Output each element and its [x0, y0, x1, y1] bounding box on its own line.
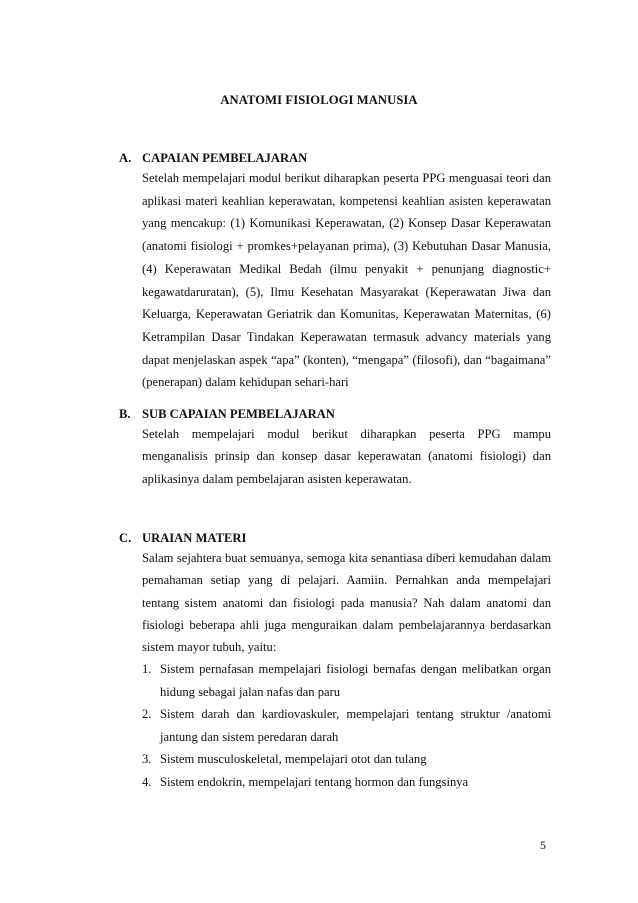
section-letter: B.	[119, 407, 131, 421]
list-number: 3.	[142, 752, 152, 767]
section-paragraph: Setelah mempelajari modul berikut diharapkan peserta PPG menguasai teori dan aplikasi materi keahlian keperawatan, kompetensi keahlian asisten keperawatan yang mencakup: (1) Komunikasi Keperawatan, (2) Konsep Dasar Keperawatan (anatomi fisiologi + promkes+pelayanan prima), (3) Kebutuhan Dasar Manusia, (4) Keperawatan Medikal Bedah (ilmu penyakit + penunjang diagnostic+ kegawatdaruratan), (5), Ilmu Kesehatan Masyarakat (Keperawatan Jiwa dan Keluarga, Keperawatan Geriatrik dan Komunitas, Keperawatan Maternitas, (6) Ketrampilan Dasar Tindakan Keperawatan termasuk advancy materials yang dapat menjelaskan aspek “apa” (konten), “mengapa” (filosofi), dan “bagaimana” (penerapan) dalam kehidupan sehari-hari	[142, 171, 551, 390]
list-text: Sistem musculoskeletal, mempelajari otot dan tulang	[160, 752, 427, 767]
section-title: CAPAIAN PEMBELAJARAN	[142, 151, 308, 165]
document-title: ANATOMI FISIOLOGI MANUSIA	[220, 93, 418, 107]
section-uraian-materi	[119, 529, 551, 793]
section-letter: A.	[119, 151, 132, 165]
section-heading	[119, 529, 551, 547]
section-paragraph: Setelah mempelajari modul berikut diharapkan peserta PPG mampu menganalisis prinsip dan konsep dasar keperawatan (anatomi fisiologi) dan aplikasinya dalam pembelajaran asisten keperawatan.	[142, 427, 551, 486]
list-text: Sistem endokrin, mempelajari tentang hormon dan fungsinya	[160, 774, 469, 789]
section-paragraph: Salam sejahtera buat semuanya, semoga kita senantiasa diberi kemudahan dalam pemahaman setiap yang di pelajari. Aamiin. Pernahkan anda mempelajari tentang sistem anatomi dan fisiologi pada manusia? Nah dalam anatomi dan fisiologi beberapa ahli juga menguraikan dalam pembelajarannya berdasarkan sistem mayor tubuh, yaitu:	[142, 551, 551, 655]
section-capaian-pembelajaran	[119, 149, 551, 394]
list-number: 2.	[142, 707, 152, 722]
section-heading	[119, 149, 551, 167]
section-title: URAIAN MATERI	[142, 531, 247, 545]
list-text: Sistem pernafasan mempelajari fisiologi bernafas dengan melibatkan organ hidung sebagai jalan nafas dan paru	[160, 662, 551, 699]
section-letter: C.	[119, 531, 132, 545]
list-number: 4.	[142, 774, 152, 789]
list-text: Sistem darah dan kardiovaskuler, mempelajari tentang struktur /anatomi jantung dan sistem peredaran darah	[160, 707, 551, 744]
list-item	[142, 771, 551, 794]
system-list	[142, 658, 551, 793]
section-sub-capaian-pembelajaran	[119, 405, 551, 490]
list-item	[142, 703, 551, 748]
section-heading	[119, 405, 551, 423]
list-item	[142, 658, 551, 703]
section-title: SUB CAPAIAN PEMBELAJARAN	[142, 407, 335, 421]
page-number: 5	[540, 838, 546, 852]
list-number: 1.	[142, 662, 152, 677]
list-item	[142, 748, 551, 771]
